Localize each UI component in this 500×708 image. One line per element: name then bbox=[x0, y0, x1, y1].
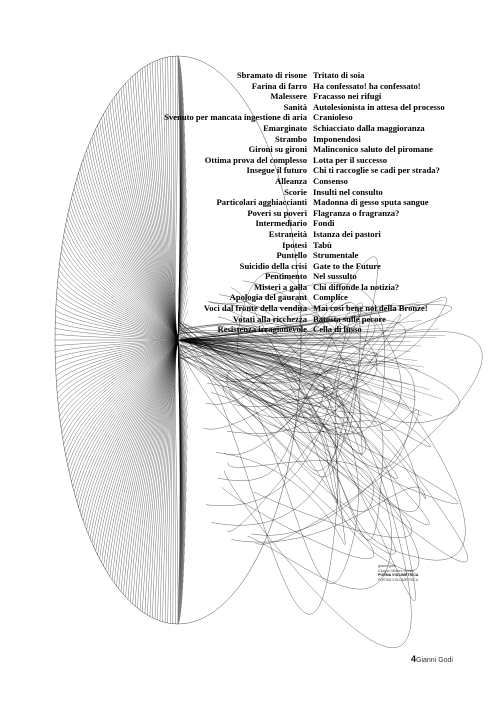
poem-line: Particolari agghiaccianti bbox=[216, 197, 307, 208]
poem-line: Autolesionista in attesa del processo bbox=[313, 101, 445, 112]
poem-line: Ottima prova del complesso bbox=[204, 154, 307, 165]
credits-block bbox=[378, 564, 418, 582]
poem-line: Puntello bbox=[276, 250, 307, 261]
poem-line: Tabù bbox=[313, 239, 332, 250]
credits-line-1: gianni godi bbox=[378, 564, 396, 568]
poem-line: Insegue il futuro bbox=[246, 165, 307, 176]
poem-right-column bbox=[313, 70, 445, 335]
poem-line: Consenso bbox=[313, 175, 348, 186]
poem-line: Misteri a galla bbox=[254, 281, 307, 292]
poem-line: Poveri su poveri bbox=[247, 207, 307, 218]
poem-line: Imponendosi bbox=[313, 133, 361, 144]
poem-line: Fracasso nei rifugi bbox=[313, 91, 382, 102]
poem-line: Svenuto per mancata ingestione di aria bbox=[164, 112, 307, 123]
poem-line: Votati alla ricchezza bbox=[232, 313, 307, 324]
poem-line: Fondi bbox=[313, 218, 335, 229]
poem-line: Suicidio della crisi bbox=[239, 260, 307, 271]
poem-line: Scorie bbox=[284, 186, 307, 197]
poem-line: Ipotesi bbox=[282, 239, 307, 250]
poem-line: Gironi su gironi bbox=[248, 144, 307, 155]
credits-line-4: POESIA VOLUMETRICA bbox=[378, 577, 419, 582]
poem-line: Chi diffonde la notizia? bbox=[313, 281, 400, 292]
poem-line: Intermediario bbox=[255, 218, 307, 229]
footer-author: Gianni Godi bbox=[416, 657, 453, 664]
poem-line: Voci dal fronte della vendita bbox=[203, 303, 307, 314]
credits-line-3: POEMA VOLUMETRICA bbox=[378, 573, 419, 578]
poem-line: Schiacciato dalla maggioranza bbox=[313, 122, 425, 133]
poem-line: Complice bbox=[313, 292, 348, 303]
poem-line: Estraneità bbox=[268, 228, 307, 239]
poem-left-column bbox=[164, 70, 307, 335]
poem-line: Insulti nel consulto bbox=[313, 186, 383, 197]
poem-line: Flagranza o fragranza? bbox=[313, 207, 400, 218]
credits-line-2: Giugno Ottobre mobile bbox=[378, 568, 415, 573]
poem-line: Madonna di gesso sputa sangue bbox=[313, 197, 429, 208]
poem-line: Sbramato di risone bbox=[236, 70, 307, 80]
poem-line: Cella di lusso bbox=[313, 324, 362, 335]
poem-line: Strumentale bbox=[313, 250, 359, 261]
poem-line: Emarginato bbox=[263, 122, 307, 133]
poem-line: Nel sussulto bbox=[313, 271, 357, 282]
poem-line: Strambo bbox=[275, 133, 307, 144]
poem-line: Malessere bbox=[270, 91, 307, 102]
poem-line: Mai così bene noi della Bronze! bbox=[313, 303, 428, 314]
poem-line: Sanità bbox=[283, 101, 307, 112]
poem-line: Ha confessato! ha confessato! bbox=[313, 80, 421, 91]
poem-line: Batosta sulle pecore bbox=[313, 313, 386, 324]
poem-line: Malinconico saluto del piromane bbox=[313, 144, 433, 155]
poem-line: Lotta per il successo bbox=[313, 154, 388, 165]
poem-line: Alleanza bbox=[275, 175, 307, 186]
poem-line: Resistenza irragionevole bbox=[217, 324, 307, 335]
poem-line: Cranioleso bbox=[313, 112, 353, 123]
page-footer bbox=[411, 654, 453, 664]
poem-line: Pentimento bbox=[264, 271, 307, 282]
page-number: 4 bbox=[411, 654, 417, 664]
poem-line: Tritato di soia bbox=[313, 70, 365, 80]
poem-line: Apologia del gaurant bbox=[229, 292, 307, 303]
poem-line: Chi ti raccoglie se cadi per strada? bbox=[313, 165, 440, 176]
poem-line: Gate to the Future bbox=[313, 260, 381, 271]
poem-line: Istanza dei pastori bbox=[313, 228, 381, 239]
poem-line: Farina di farro bbox=[251, 80, 307, 91]
